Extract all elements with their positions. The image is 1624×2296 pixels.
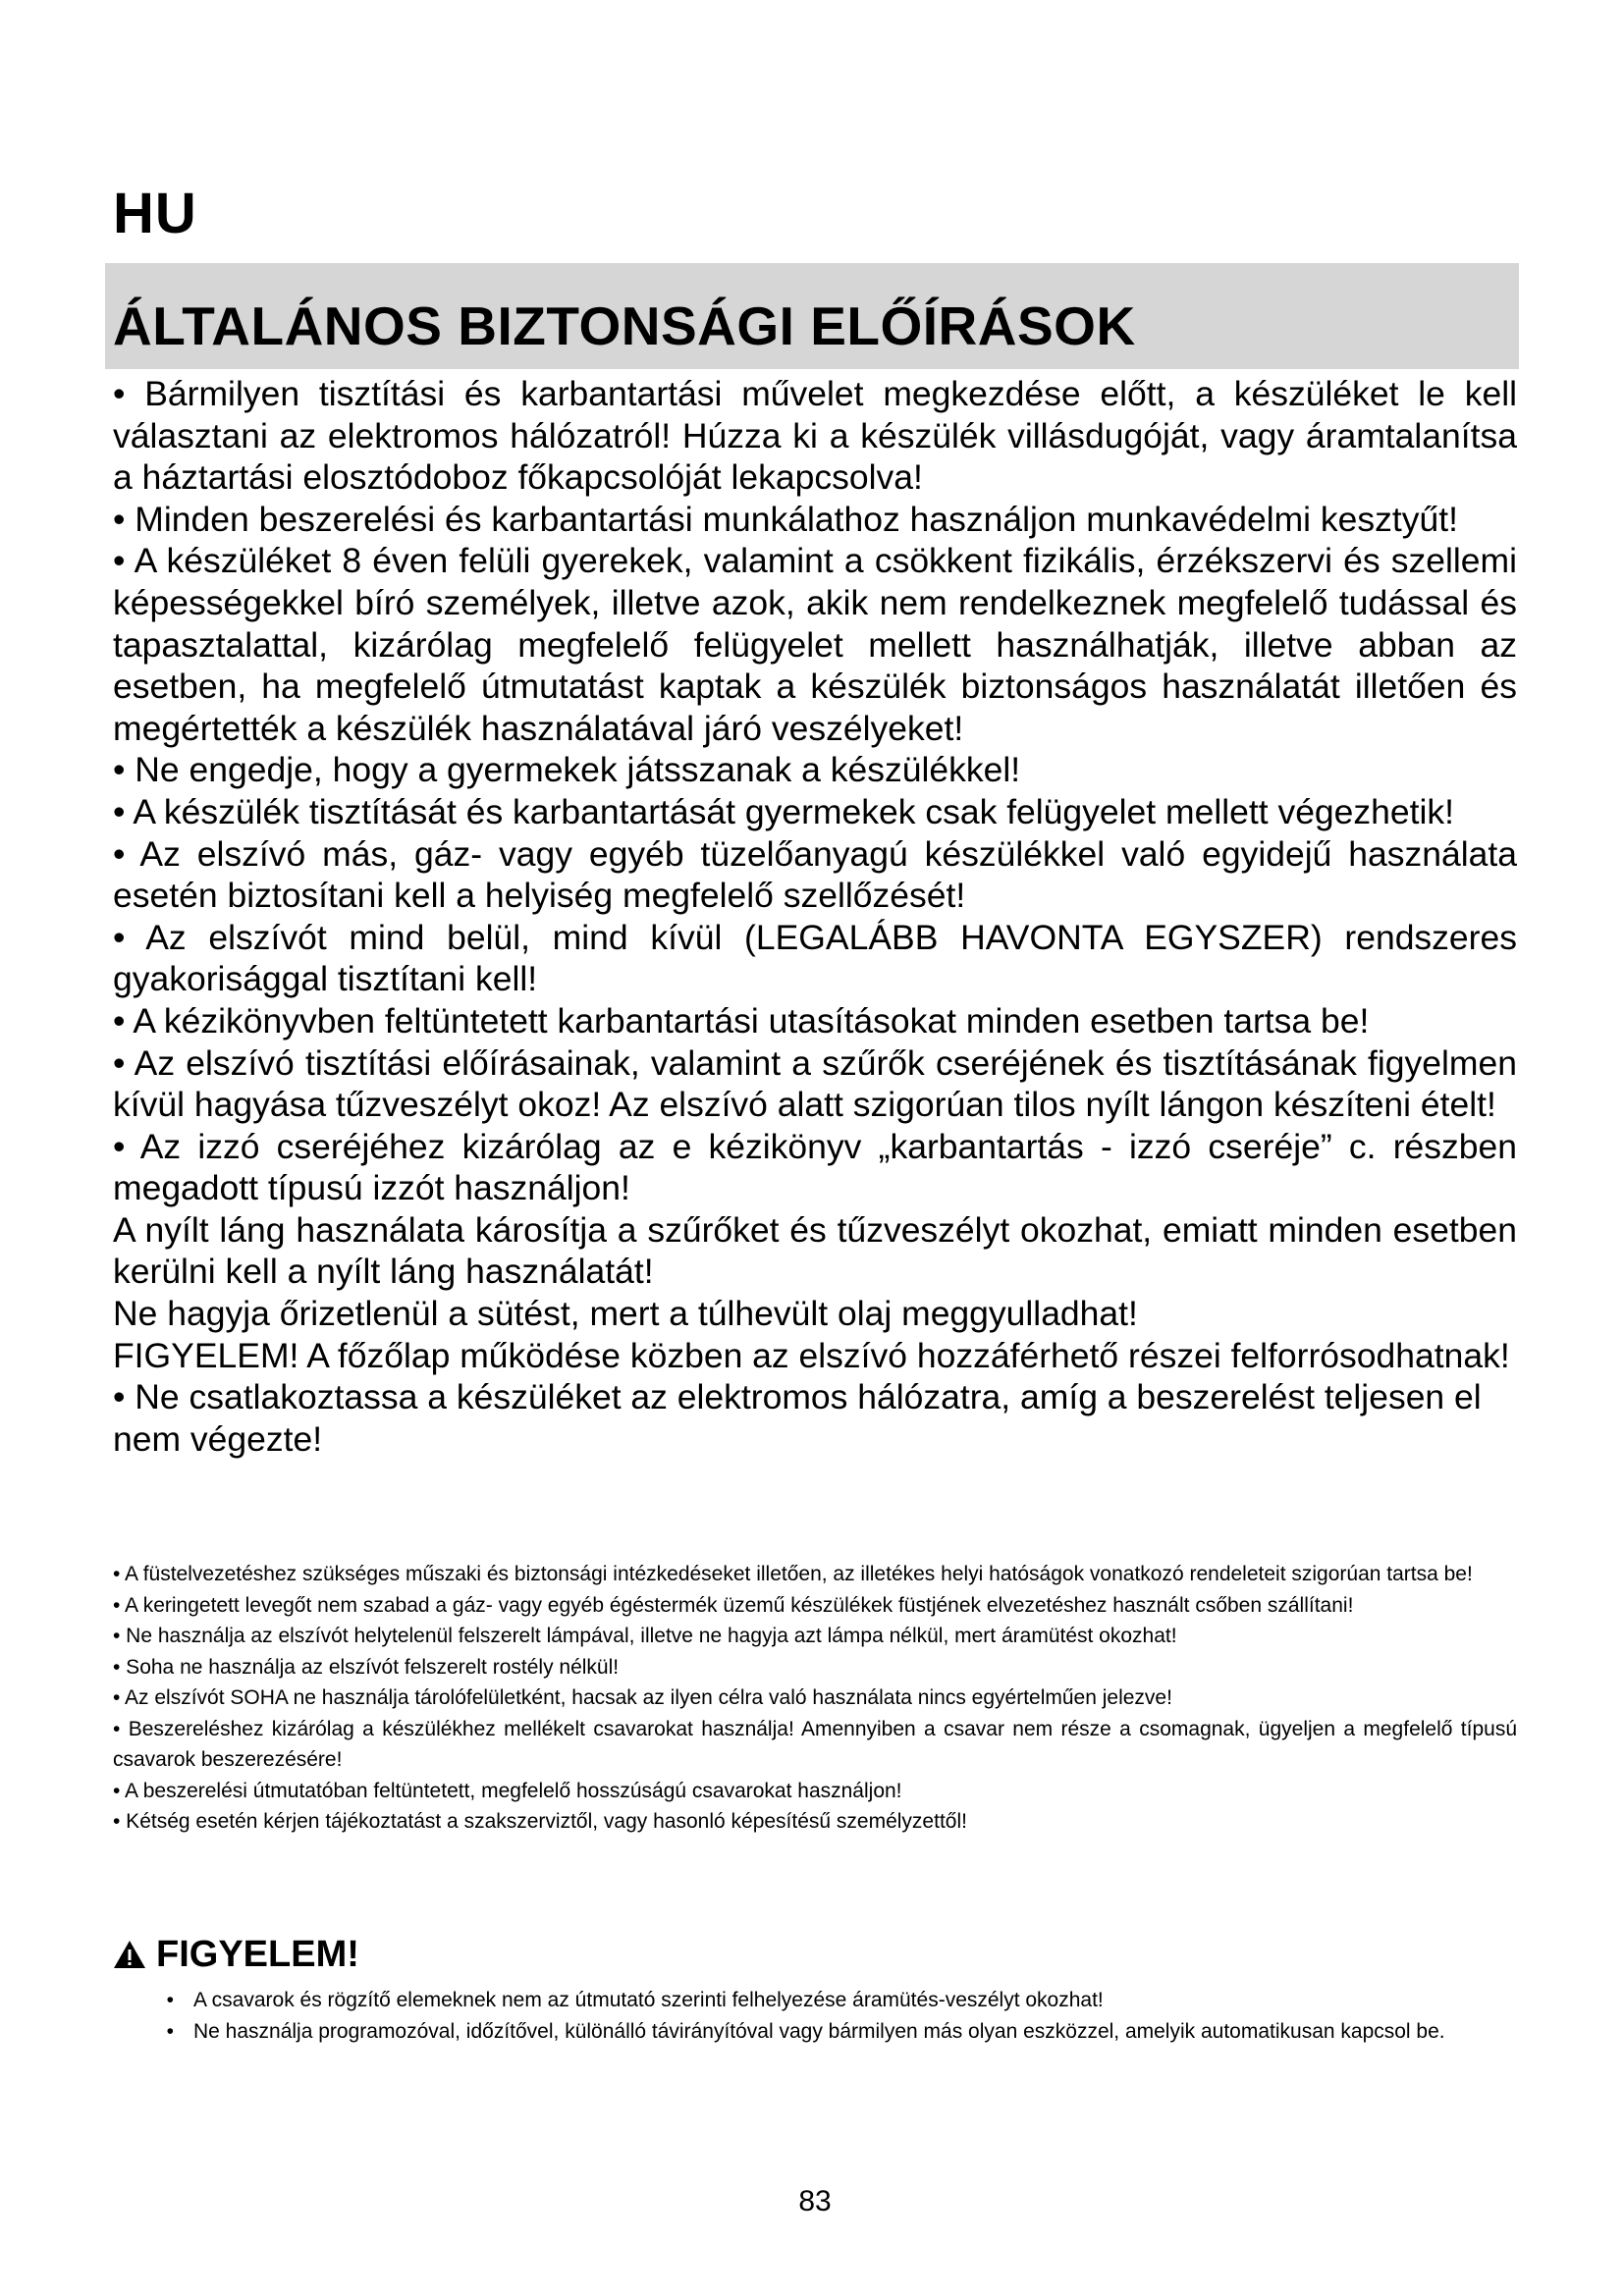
paragraph: • Az elszívó tisztítási előírásainak, valamint a szűrők cseréjének és tisztításának figyelmen kívül hagyása tűzveszélyt okoz! Az elszívó alatt szigorúan tilos nyílt lángon készíteni ételt! (113, 1042, 1517, 1125)
warning-item-text: A csavarok és rögzítő elemeknek nem az útmutató szerinti felhelyezése áramütés-veszélyt okozhat! (193, 1989, 1104, 2011)
paragraph: • A kézikönyvben feltüntetett karbantartási utasításokat minden esetben tartsa be! (113, 1000, 1370, 1041)
warning-list (113, 1985, 1517, 2048)
paragraph: • A készülék tisztítását és karbantartását gyermekek csak felügyelet mellett végezhetik! (113, 791, 1455, 831)
list-item (113, 2016, 1517, 2048)
small-paragraph: • Az elszívót SOHA ne használja tárolófelületként, hacsak az ilyen célra való használata nincs egyértelműen jelezve! (113, 1686, 1172, 1709)
list-item (113, 1985, 1517, 2016)
paragraph: • Ne engedje, hogy a gyermekek játsszanak a készülékkel! (113, 750, 1021, 790)
small-paragraph: • Kétség esetén kérjen tájékoztatást a szakszerviztől, vagy hasonló képesítésű személyzettől! (113, 1810, 967, 1833)
small-paragraph: • Soha ne használja az elszívót felszerelt rostély nélkül! (113, 1655, 620, 1679)
small-paragraph: • Ne használja az elszívót helytelenül felszerelt lámpával, illetve ne hagyja azt lámpa nélkül, mert áramütést okozhat! (113, 1625, 1177, 1647)
small-paragraph: • A keringetett levegőt nem szabad a gáz- vagy egyéb égéstermék üzemű készülékek füstjének elvezetéshez használt csőben szállítani! (113, 1593, 1354, 1617)
main-safety-text (113, 373, 1517, 1460)
paragraph: • Minden beszerelési és karbantartási munkálathoz használjon munkavédelmi kesztyűt! (113, 499, 1459, 539)
paragraph: • Az elszívót mind belül, mind kívül (LEGALÁBB HAVONTA EGYSZER) rendszeres gyakorisággal tisztítani kell! (113, 917, 1517, 999)
paragraph: • Ne csatlakoztassa a készüléket az elektromos hálózatra, amíg a beszerelést teljesen el nem végezte! (113, 1377, 1482, 1459)
paragraph: • Az elszívó más, gáz- vagy egyéb tüzelőanyagú készülékkel való egyidejű használata esetén biztosítani kell a helyiség megfelelő szellőzését! (113, 833, 1517, 916)
page-title: ÁLTALÁNOS BIZTONSÁGI ELŐÍRÁSOK (113, 295, 1136, 356)
paragraph: Ne hagyja őrizetlenül a sütést, mert a túlhevült olaj meggyulladhat! (113, 1294, 1138, 1334)
page-number: 83 (798, 2185, 832, 2217)
warning-triangle-icon (113, 1940, 146, 1969)
warning-heading (113, 1932, 359, 1977)
paragraph: • Bármilyen tisztítási és karbantartási művelet megkezdése előtt, a készüléket le kell választani az elektromos hálózatról! Húzza ki a készülék villásdugóját, vagy áramtalanítsa a háztartási elosztódoboz főkapcsolóját lekapcsolva! (113, 374, 1517, 498)
bullet: • (166, 2020, 174, 2043)
warning-heading-text: FIGYELEM! (156, 1934, 359, 1975)
warning-item-text: Ne használja programozóval, időzítővel, különálló távirányítóval vagy bármilyen más olyan eszközzel, amelyik automatikusan kapcsol be. (193, 2020, 1445, 2043)
language-code: HU (113, 182, 197, 245)
paragraph: FIGYELEM! A főzőlap működése közben az elszívó hozzáférhető részei felforrósodhatnak! (113, 1335, 1510, 1375)
bullet: • (166, 1989, 174, 2011)
paragraph: • A készüléket 8 éven felüli gyerekek, valamint a csökkent fizikális, érzékszervi és szellemi képességekkel bíró személyek, illetve azok, akik nem rendelkeznek megfelelő tudással és tapasztalattal, kizárólag megfelelő felügyelet mellett használhatják, illetve abban az esetben, ha megfelelő útmutatást kaptak a készülék biztonságos használatát illetően és megértették a készülék használatával járó veszélyeket! (113, 541, 1517, 748)
paragraph: • Az izzó cseréjéhez kizárólag az e kézikönyv „karbantartás - izzó cseréje” c. részben megadott típusú izzót használjon! (113, 1126, 1517, 1208)
small-paragraph: • A füstelvezetéshez szükséges műszaki és biztonsági intézkedéseket illetően, az illetékes helyi hatóságok vonatkozó rendeleteit szigorúan tartsa be! (113, 1563, 1473, 1585)
small-paragraph: • Beszereléshez kizárólag a készülékhez mellékelt csavarokat használja! Amennyiben a csavar nem része a csomagnak, ügyeljen a megfelelő típusú csavarok beszerezésére! (113, 1717, 1517, 1771)
paragraph: A nyílt láng használata károsítja a szűrőket és tűzveszélyt okozhat, emiatt minden esetben kerülni kell a nyílt láng használatát! (113, 1209, 1517, 1292)
small-paragraph: • A beszerelési útmutatóban feltüntetett, megfelelő hosszúságú csavarokat használjon! (113, 1779, 902, 1802)
small-print-text (113, 1559, 1517, 1838)
